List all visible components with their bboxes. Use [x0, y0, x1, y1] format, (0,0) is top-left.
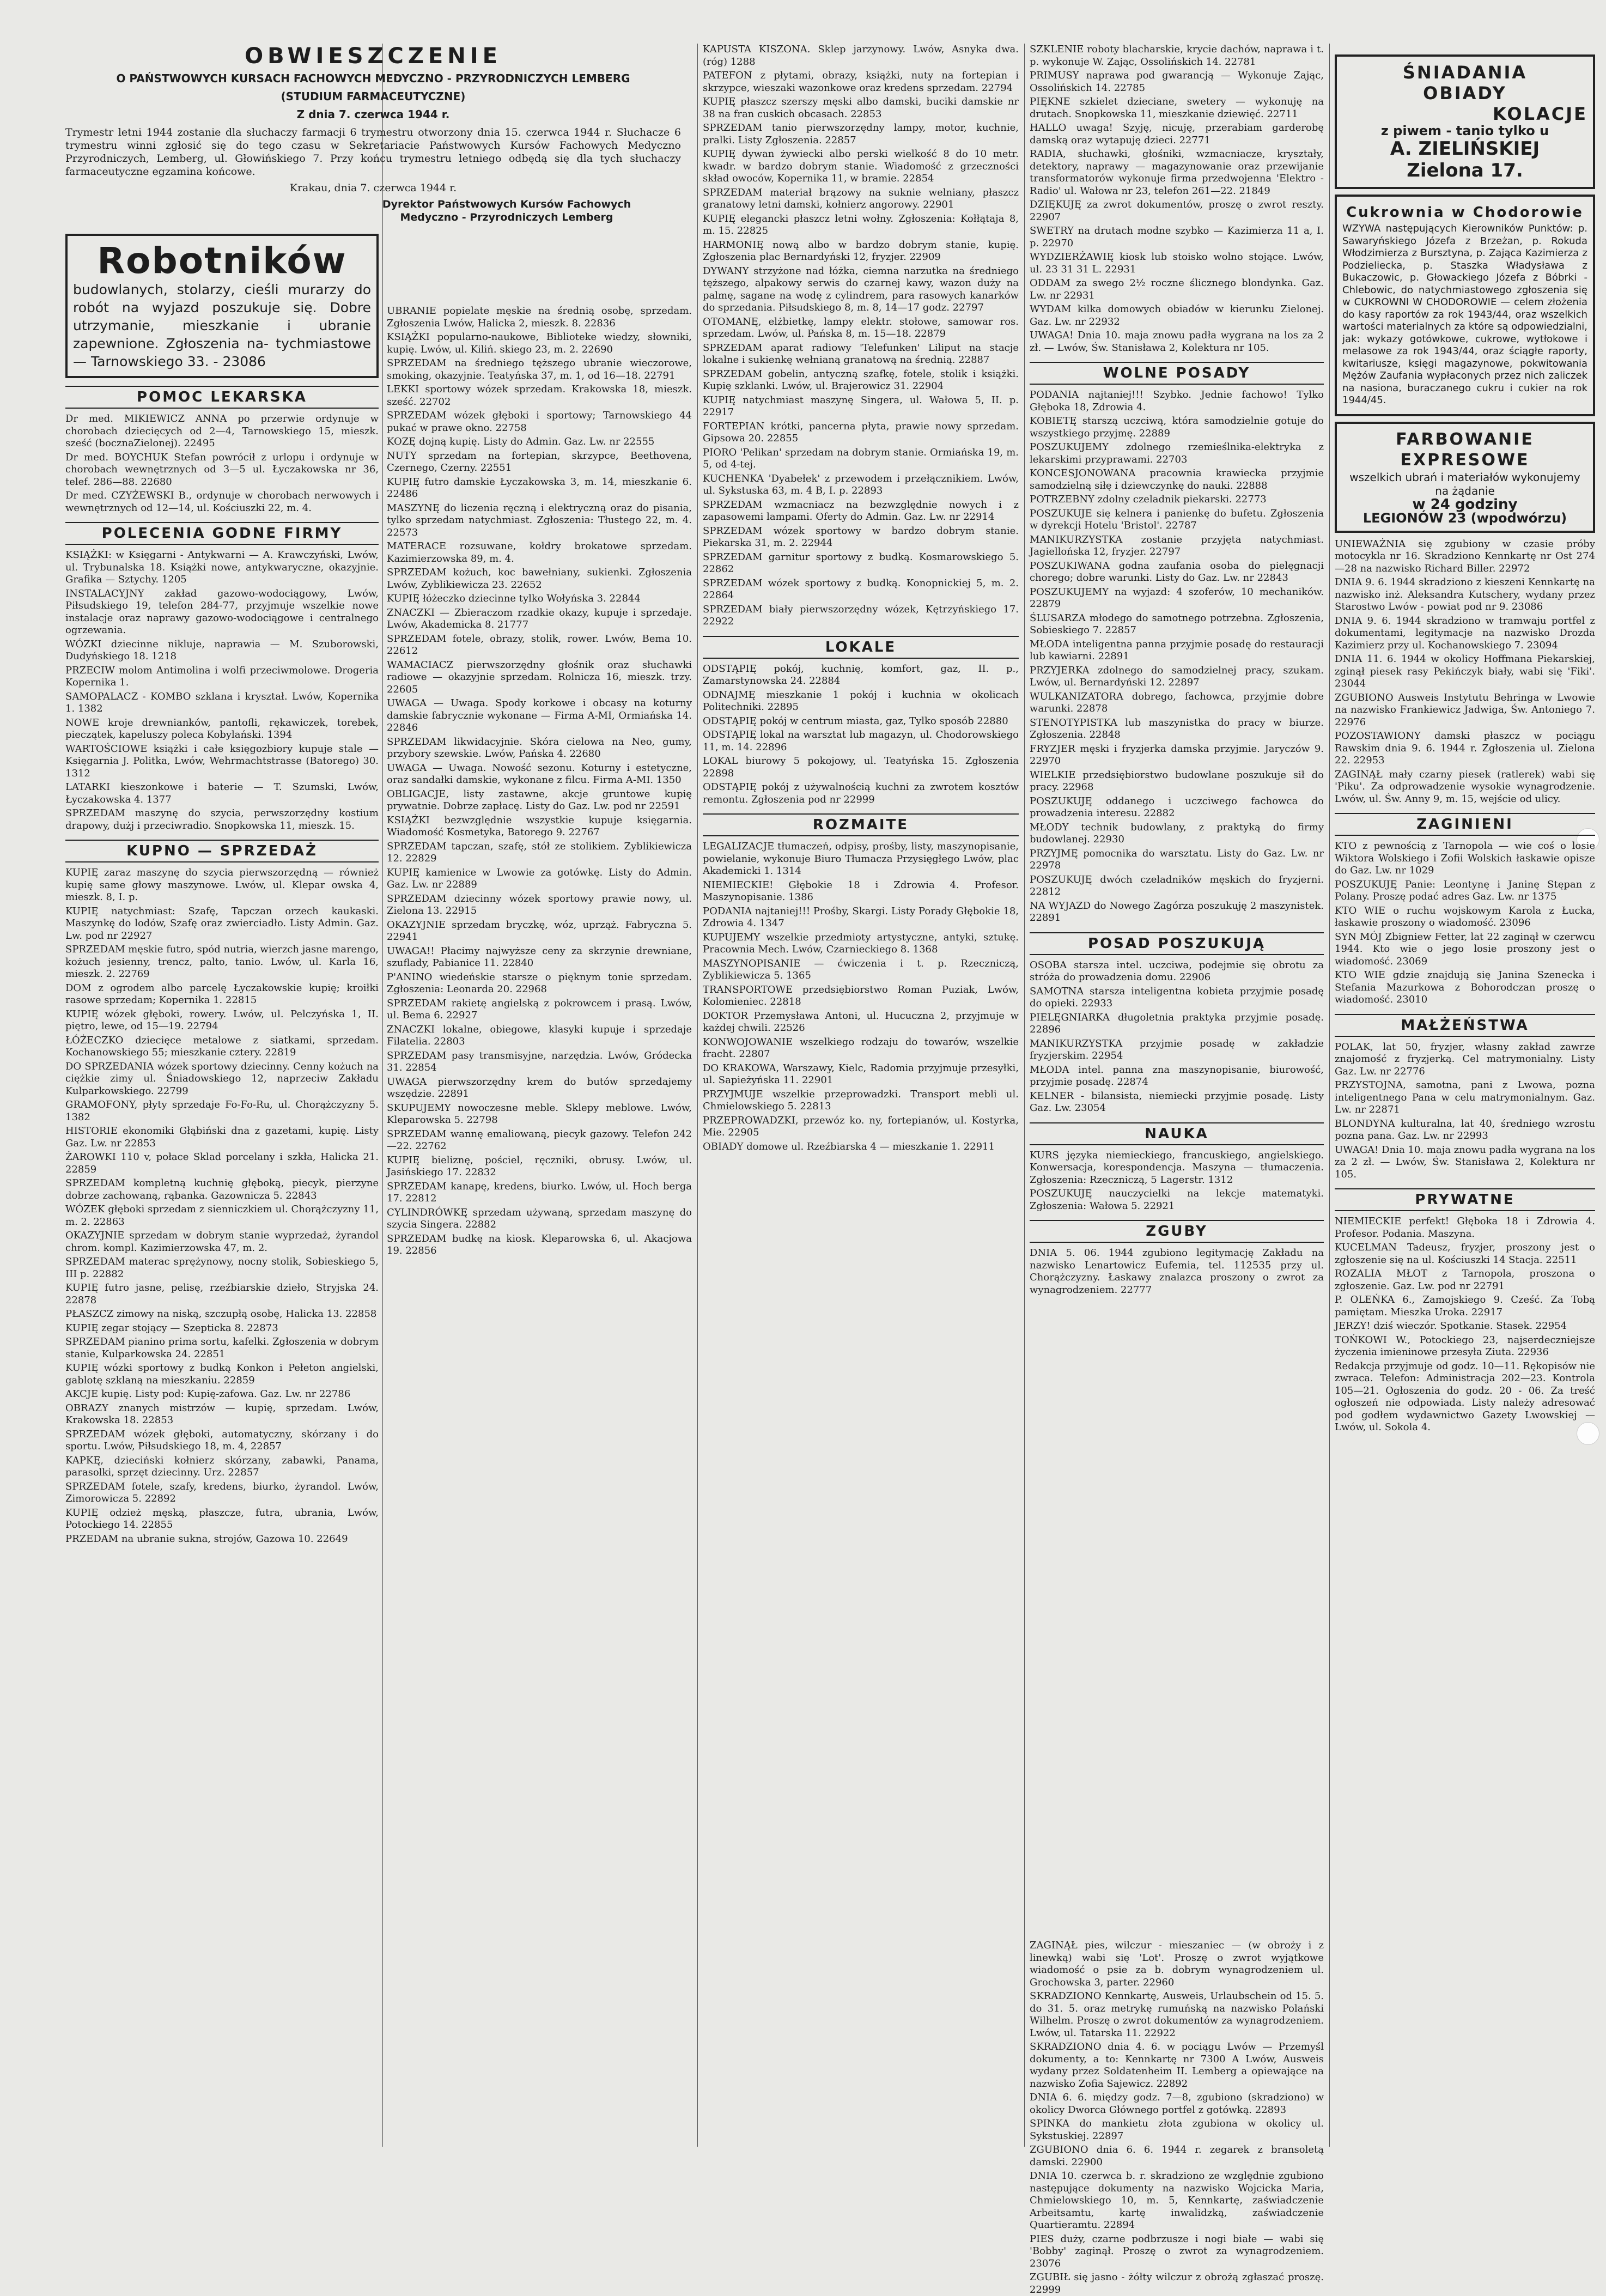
list-item: PIORO 'Pelikan' sprzedam na dobrym stanie. Ormiańska 19, m. 5, od 4-tej. [703, 446, 1019, 470]
list-item: OBRAZY znanych mistrzów — kupię, sprzedam. Lwów, Krakowska 18. 22853 [65, 1402, 379, 1426]
list-item: HALLO uwaga! Szyję, nicuję, przerabiam garderobę damską oraz wytapuję dzieci. 22771 [1030, 122, 1324, 146]
list-item: PRIMUSY naprawa pod gwarancją — Wykonuje Zając, Ossolińskich 14. 22785 [1030, 70, 1324, 94]
list-item: POSZUKUJĘ nauczycielki na lekcje matematyki. Zgłoszenia: Wałowa 5. 22921 [1030, 1188, 1324, 1212]
list-item: SPRZEDAM rakietę angielską z pokrowcem i prasą. Lwów, ul. Bema 6. 22927 [387, 997, 692, 1021]
list-item: UWAGA! Dnia 10. maja znowu padła wygrana na los za 2 zł. — Lwów, Św. Stanisława 2, Kolektura nr 105. [1030, 330, 1324, 354]
list-item: P. OLEŃKA 6., Zamojskiego 9. Cześć. Za Tobą pamiętam. Mieszka Uroka. 22917 [1335, 1294, 1595, 1318]
list-item: KTO WIE o ruchu wojskowym Karola z Łucka, łaskawie proszony o wiadomość. 23096 [1335, 904, 1595, 928]
list-item: SYN MÓJ Zbigniew Fetter, lat 22 zaginął w czerwcu 1944. Kto wie o jego losie proszony jest o wiadomość. 23069 [1335, 931, 1595, 967]
list-item: ZGUBIONO dnia 6. 6. 1944 r. zegarek z bransoletą damski. 22900 [1030, 2144, 1324, 2168]
list-item: SPRZEDAM wózek sportowy w bardzo dobrym stanie. Piekarska 31, m. 2. 22944 [703, 525, 1019, 549]
list-item: MATERACE rozsuwane, kołdry brokatowe sprzedam. Kazimierzowska 89, m. 4. [387, 540, 692, 564]
list-item: WÓZKI dziecinne nikluje, naprawia — M. Szuborowski, Dudyńskiego 18. 1218 [65, 638, 379, 662]
section-rozmaite: ROZMAITE [703, 813, 1019, 836]
sniadania-line5: A. ZIELIŃSKIEJ [1390, 138, 1540, 160]
list-item: Redakcja przyjmuje od godz. 10—11. Rękopisów nie zwraca. Telefon: Administracja 202—23. Kontrola 105—21. Ogłoszenia do godz. 20 - 06. Za treść ogłoszeń nie odpowiada. Listy należy adresować pod godłem wydawnictwo Gazety Lwowskiej — Lwów, ul. Sokola 4. [1335, 1360, 1595, 1433]
sniadania-ad [1335, 54, 1595, 189]
list-item: ODSTĄPIĘ pokój w centrum miasta, gaz, Tylko sposób 22880 [703, 715, 1008, 727]
list-item: PODANIA najtaniej!!! Szybko. Jednie fachowo! Tylko Głęboka 18, Zdrowia 4. [1030, 389, 1324, 413]
list-item: PIĘKNE szkielet dzieciane, swetery — wykonuję na drutach. Snopkowska 11, mieszkanie dziewięć. 22711 [1030, 96, 1324, 120]
list-item: SPRZEDAM likwidacyjnie. Skóra cielowa na Neo, gumy, przybory szewskie. Lwów, Pańska 4. 22680 [387, 736, 692, 760]
column-rule [382, 44, 383, 2147]
section-zguby: ZGUBY [1030, 1220, 1324, 1243]
list-item: PODANIA najtaniej!!! Prośby, Skargi. Listy Porady Głębokie 18, Zdrowia 4. 1347 [703, 905, 1019, 929]
list-item: OBLIGACJE, listy zastawne, akcje gruntowe kupię prywatnie. Dobrze zapłacę. Listy do Gaz. Lw. pod nr 22591 [387, 788, 692, 812]
list-item: KUPIĘ zegar stojący — Szepticka 8. 22873 [65, 1322, 278, 1334]
list-item: SPRZEDAM fotele, obrazy, stolik, rower. Lwów, Bema 10. 22612 [387, 633, 692, 657]
list-item: PRZEPROWADZKI, przewóz ko. ny, fortepianów, ul. Kostyrka, Mie. 22905 [703, 1114, 1019, 1138]
list-item: SAMOTNA starsza inteligentna kobieta przyjmie posadę do opieki. 22933 [1030, 985, 1324, 1009]
list-item: POTRZEBNY zdolny czeladnik piekarski. 22773 [1030, 494, 1267, 505]
list-item: NUTY sprzedam na fortepian, skrzypce, Beethovena, Czernego, Czerny. 22551 [387, 450, 692, 473]
column-rule [1329, 44, 1330, 2147]
list-item: POSZUKUJEMY na wyjazd: 4 szoferów, 10 mechaników. 22879 [1030, 586, 1324, 610]
notice-place-date: Krakau, dnia 7. czerwca 1944 r. [289, 182, 457, 194]
list-item: ŻAROWKI 110 v, połace Sklad porcelany i szkła, Halicka 21. 22859 [65, 1151, 379, 1175]
list-item: PRZYJMUJE wszelkie przeprowadzki. Transport mebli ul. Chmielowskiego 5. 22813 [703, 1088, 1019, 1112]
notice-body: Trymestr letni 1944 zostanie dla słuchaczy farmacji 6 trymestru otworzony dnia 15. czerwca 1944 r. Słuchacze 6 trymestru winni zgłosić się do tego czasu w Sekretariacie Państwowych Kursów Fachowych Medyczno Przyrodniczych, Lemberg, ul. Głowińskiego 7. Przy końcu trymestru letniego odbędą się dla tych słuchaczy farmaceutyczne egzamina końcowe. [65, 126, 681, 178]
farbowanie-address: LEGIONÓW 23 (wpodwórzu) [1362, 510, 1567, 526]
list-item: KUPIĘ odzież męską, płaszcze, futra, ubrania, Lwów, Potockiego 14. 22855 [65, 1507, 379, 1530]
list-item: ŁÓŻECZKO dziecięce metalowe z siatkami, sprzedam. Kochanowskiego 55; mieszkanie cztery. 22819 [65, 1034, 379, 1058]
list-item: ZAGINĄŁ mały czarny piesek (ratlerek) wabi się 'Piku'. Za odprowadzenie wysokie wynagrodzenie. Lwów, ul. Św. Anny 9, m. 15, wejście od ulicy. [1335, 768, 1595, 805]
robotnikow-text: budowlanych, stolarzy, cieśli murarzy do robót na wyjazd poszukuje się. Dobre utrzymanie, mieszkanie i ubranie zapewnione. Zgłoszenia na- tychmiastowe — Tarnowskiego 33. - 23086 [73, 282, 371, 369]
list-item: KUPIĘ wózek głęboki, rowery. Lwów, ul. Pelczyńska 1, II. piętro, lewe, od 15—19. 22794 [65, 1008, 379, 1032]
list-item: PŁASZCZ zimowy na niską, szczupłą osobę, Halicka 13. 22858 [65, 1308, 377, 1320]
list-item: UWAGA — Uwaga. Nowość sezonu. Koturny i estetyczne, oraz sandałki damskie, wykonane z filcu. Firma A-MI. 1350 [387, 762, 692, 786]
list-item: ODDAM za swego 2½ roczne ślicznego blondynka. Gaz. Lw. nr 22931 [1030, 277, 1324, 301]
list-item: ODSTĄPIĘ pokój z używalnością kuchni za zwrotem kosztów remontu. Zgłoszenia pod nr 22999 [703, 781, 1019, 805]
list-item: P'ANINO wiedeńskie starsze o pięknym tonie sprzedam. Zgłoszenia: Leonarda 20. 22968 [387, 971, 692, 995]
list-item: POSZUKUJĘ oddanego i uczciwego fachowca do prowadzenia interesu. 22882 [1030, 795, 1324, 819]
list-item: ŚLUSARZA młodego do samotnego potrzebna. Zgłoszenia, Sobieskiego 7. 22857 [1030, 612, 1324, 636]
list-item: LEGALIZACJE tłumaczeń, odpisy, prośby, listy, maszynopisanie, powielanie, wykonuje Biuro Tłumacza Przysięgłego Lwów, plac Akademicki 1. 1314 [703, 841, 1019, 877]
list-item: WAMACIACZ pierwszorzędny głośnik oraz słuchawki radiowe — okazyjnie sprzedam. Rolnicza 16, mieszk. trzy. 22605 [387, 659, 692, 695]
list-item: ODSTĄPIĘ lokal na warsztat lub magazyn, ul. Chodorowskiego 11, m. 14. 22896 [703, 729, 1019, 753]
lost-found-block [1030, 1940, 1324, 2295]
list-item: SPINKA do mankietu złota zgubiona w okolicy ul. Sykstuskiej. 22897 [1030, 2118, 1324, 2142]
list-item: ODNAJMĘ mieszkanie 1 pokój i kuchnia w okolicach Politechniki. 22895 [703, 689, 1019, 713]
pomoc-list [65, 413, 379, 514]
list-item: OKAZYJNIE sprzedam w dobrym stanie wyprzedaż, żyrandol chrom. kompl. Kazimierzowska 47, m. 2. [65, 1230, 379, 1254]
list-item: Dr med. MIKIEWICZ ANNA po przerwie ordynuje w chorobach dziecięcych od 2—4, Tarnowskiego 15, mieszk. sześć (bocznaZielonej). 22495 [65, 413, 379, 449]
list-item: DOKTOR Przemysława Antoni, ul. Hucuczna 2, przyjmuje w każdej chwili. 22526 [703, 1010, 1019, 1034]
list-item: UWAGA!! Płacimy najwyższe ceny za skrzynie drewniane, szuflady, Pabianice 11. 22840 [387, 945, 692, 969]
list-item: KTO z pewnością z Tarnopola — wie coś o losie Wiktora Wolskiego i Zofii Wolskich łaskawie opisze do Gaz. Lw. nr 1029 [1335, 840, 1595, 876]
column-rule [697, 44, 698, 2147]
list-item: JERZY! dziś wieczór. Spotkanie. Stasek. 22954 [1335, 1320, 1567, 1332]
list-item: KTO WIE gdzie znajdują się Janina Szenecka i Stefania Mazurkowa z Bohorodczan proszę o wiadomość. 23010 [1335, 969, 1595, 1005]
list-item: SWETRY na drutach modne szybko — Kazimierza 11 a, I. p. 22970 [1030, 225, 1324, 249]
list-item: PRZYJERKA zdolnego do samodzielnej pracy, szukam. Lwów, ul. Bernardyński 12. 22897 [1030, 664, 1324, 688]
list-item: WYDAM kilka domowych obiadów w kierunku Zielonej. Gaz. Lw. nr 22932 [1030, 303, 1324, 327]
list-item: SPRZEDAM wannę emaliowaną, piecyk gazowy. Telefon 242—22. 22762 [387, 1128, 692, 1152]
list-item: PRZYJMĘ pomocnika do warsztatu. Listy do Gaz. Lw. nr 22978 [1030, 847, 1324, 871]
list-item: KELNER - bilansista, niemiecki przyjmie posadę. Listy Gaz. Lw. 23054 [1030, 1090, 1324, 1114]
polecenia-list [65, 549, 379, 832]
list-item: KUPIĘ kamienice w Lwowie za gotówkę. Listy do Admin. Gaz. Lw. nr 22889 [387, 866, 692, 890]
section-posad-poszukuja: POSAD POSZUKUJĄ [1030, 932, 1324, 955]
list-item: SZKLENIE roboty blacharskie, krycie dachów, naprawa i t. p. wykonuje W. Zając, Ossolińskich 14. 22781 [1030, 44, 1324, 68]
list-item: FRYZJER męski i fryzjerka damska przyjmie. Jaryczów 9. 22970 [1030, 743, 1324, 767]
list-item: POSZUKUJĘ Panie: Leontynę i Janinę Stępan z Polany. Proszę podać adres Gaz. Lw. nr 1375 [1335, 878, 1595, 902]
list-item: KAPKĘ, dzieciński kołnierz skórzany, zabawki, Panama, parasolki, sprzęt dziecinny. Urz. 22857 [65, 1454, 379, 1478]
list-item: KUCHENKA 'Dyabełek' z przewodem i przełącznikiem. Lwów, ul. Sykstuska 63, m. 4 B, I. p. 22893 [703, 472, 1019, 496]
list-item: KUPIĘ elegancki płaszcz letni wołny. Zgłoszenia: Kołłątaja 8, m. 15. 22825 [703, 212, 1019, 236]
section-nauka: NAUKA [1030, 1122, 1324, 1145]
cukrownia-ad [1335, 195, 1595, 416]
list-item: UNIEWAŻNIA się zgubiony w czasie próby motocykla nr 16. Skradziono Kennkartę nr Ost 274—28 na nazwisko Richard Biller. 22972 [1335, 538, 1595, 574]
sniadania-line1: ŚNIADANIA [1402, 62, 1528, 83]
section-polecenia: POLECENIA GODNE FIRMY [65, 522, 379, 545]
list-item: WÓZEK głęboki sprzedam z sienniczkiem ul. Chorążczyzny 11, m. 2. 22863 [65, 1204, 379, 1228]
section-malzenstwa: MAŁŻEŃSTWA [1335, 1014, 1595, 1037]
notice-subtitle: O PAŃSTWOWYCH KURSACH FACHOWYCH MEDYCZNO - PRZYRODNICZYCH LEMBERG [116, 72, 630, 85]
list-item: KONCESJONOWANA pracownia krawiecka przyjmie samodzielną siłę i dziewczynkę do nauki. 22888 [1030, 467, 1324, 491]
cukrownia-title: Cukrownia w Chodorowie [1346, 204, 1584, 221]
list-item: KSIĄŻKI: w Księgarni - Antykwarni — A. Krawczyński, Lwów, ul. Trybunalska 18. Książki nowe, antykwaryczne, okazyjnie. Grafika — Sztychy. 1205 [65, 549, 379, 585]
list-item: ZGUBIONO Ausweis Instytutu Behringa w Lwowie na nazwisko Frankiewicz Jadwiga, Św. Antoniego 7. 22976 [1335, 691, 1595, 728]
notice-title: OBWIESZCZENIE [245, 44, 502, 69]
column-2 [387, 305, 692, 2147]
list-item: POSZUKIWANA godna zaufania osoba do pielęgnacji chorego; dobre warunki. Listy do Gaz. Lw. nr 22843 [1030, 560, 1324, 584]
list-item: WULKANIZATORA dobrego, fachowca, przyjmie dobre warunki. 22878 [1030, 690, 1324, 714]
section-pomoc-lekarska: POMOC LEKARSKA [65, 386, 379, 409]
list-item: KUCELMAN Tadeusz, fryzjer, proszony jest o zgłoszenie się na ul. Kościuszki 14 Stacja. 22511 [1335, 1242, 1595, 1266]
list-item: POSZUKUJĘ dwóch czeladników męskich do fryzjerni. 22812 [1030, 873, 1324, 897]
list-item: STENOTYPISTKA lub maszynistka do pracy w biurze. Zgłoszenia. 22848 [1030, 716, 1324, 740]
column-rule [1024, 44, 1025, 2147]
list-item: SPRZEDAM wzmacniacz na bezwzględnie nowych i z zapasowemi lampami. Oferty do Admin. Gaz. Lw. nr 22914 [703, 499, 1019, 523]
list-item: NA WYJAZD do Nowego Zagórza poszukuję 2 maszynistek. 22891 [1030, 900, 1324, 924]
list-item: GRAMOFONY, płyty sprzedaje Fo-Fo-Ru, ul. Chorążczyzny 5. 1382 [65, 1099, 379, 1123]
section-kupno-sprzedaz: KUPNO — SPRZEDAŻ [65, 840, 379, 862]
list-item: UWAGA pierwszorzędny krem do butów sprzedajemy wszędzie. 22891 [387, 1076, 692, 1100]
list-item: Dr med. CZYŻEWSKI B., ordynuje w chorobach nerwowych i wewnętrznych od 12—14, ul. Kościuszki 22, m. 4. [65, 490, 379, 514]
list-item: SPRZEDAM budkę na kiosk. Kleparowska 6, ul. Akacjowa 19. 22856 [387, 1232, 692, 1256]
list-item: SPRZEDAM na średniego tęższego ubranie wieczorowe, smoking, okazyjnie. Teatyńska 37, m. 1, od 16—18. 22791 [387, 357, 692, 381]
sniadania-line6: Zielona 17. [1407, 160, 1523, 181]
list-item: NIEMIECKIE perfekt! Głęboka 18 i Zdrowia 4. Profesor. Podania. Maszyna. [1335, 1216, 1595, 1240]
column-4 [1030, 44, 1324, 2147]
list-item: SPRZEDAM garnitur sportowy z budką. Kosmarowskiego 5. 22862 [703, 551, 1019, 575]
list-item: SPRZEDAM materac sprężynowy, nocny stolik, Sobieskiego 5, III p. 22882 [65, 1256, 379, 1280]
list-item: PRZEDAM na ubranie sukna, strojów, Gazowa 10. 22649 [65, 1533, 348, 1545]
list-item: MŁODY technik budowlany, z praktyką do firmy budowlanej. 22930 [1030, 821, 1324, 845]
list-item: DNIA 10. czerwca b. r. skradziono ze względnie zgubiono następujące dokumenty na nazwisko Wojcicka Maria, Chmielowskiego 10, m. 5, Kennkartę, zaświadczenie Arbeitsamtu, kartę inwalidzką, zaświadczenie Quartieramtu. 22894 [1030, 2170, 1324, 2231]
notice-signature: Dyrektor Państwowych Kursów Fachowych Medyczno - Przyrodniczych Lemberg [382, 198, 631, 223]
section-prywatne: PRYWATNE [1335, 1188, 1595, 1211]
farbowanie-ad [1335, 422, 1595, 533]
list-item: SAMOPALACZ - KOMBO szklana i kryształ. Lwów, Kopernika 1. 1382 [65, 690, 379, 714]
list-item: MANIKURZYSTKA zostanie przyjęta natychmiast. Jagiellońska 12, fryzjer. 22797 [1030, 533, 1324, 557]
list-item: UWAGA — Uwaga. Spody korkowe i obcasy na koturny damskie fabrycznie wykonane — Firma A-MI, Ormiańska 14. 22846 [387, 697, 692, 733]
list-item: DZIĘKUJĘ za zwrot dokumentów, proszę o zwrot reszty. 22907 [1030, 199, 1324, 223]
notice-date: Z dnia 7. czerwca 1944 r. [296, 108, 450, 121]
list-item: PIES duży, czarne podbrzusze i nogi białe — wabi się 'Bobby' zaginął. Proszę o zwrot za wynagrodzeniem. 23076 [1030, 2233, 1324, 2269]
cukrownia-text: WZYWA następujących Kierowników Punktów: p. Sawaryńskiego Józefa z Brzeżan, p. Rokuda Włodzimierza z Bursztyna, p. Zająca Kazimierza z Podzieliecka, p. Staszka Władysława z Bukaczowic, p. Głowackiego Józefa z Bóbrki - Chlebowic, do natychmiastowego zgłoszenia się w CUKROWNI W CHODOROWIE — celem złożenia do kasy raportów za rok 1943/44, oraz wszelkich wartości materialnych za które są odpowiedzialni, jak: wykazy gotówkowe, cukrowe, wytłokowe i melasowe za rok 1943/44, oraz ściągłe raporty, kwitariusze, księgi magazynowe, pokwitowania Mężów Zaufania wypłaconych przez nich zaliczek na nasiona, buraczanego cukru i cukier na rok 1944/45. [1342, 223, 1587, 406]
list-item: UBRANIE popielate męskie na średnią osobę, sprzedam. Zgłoszenia Lwów, Halicka 2, mieszk. 8. 22836 [387, 305, 692, 329]
sniadania-line3: KOLACJE [1493, 104, 1587, 124]
robotnikow-headline: Robotników [97, 240, 347, 282]
list-item: TRANSPORTOWE przedsiębiorstwo Roman Puziak, Lwów, Kolomieniec. 22818 [703, 983, 1019, 1007]
list-item: SPRZEDAM pasy transmisyjne, narzędzia. Lwów, Gródecka 31. 22854 [387, 1049, 692, 1073]
list-item: SPRZEDAM pianino prima sortu, kafelki. Zgłoszenia w dobrym stanie, Kulparkowska 24. 22851 [65, 1336, 379, 1360]
list-item: DNIA 11. 6. 1944 w okolicy Hoffmana Piekarskiej, zginął piesek rasy Pekińczyk biały, wabi się 'Fiki'. 23044 [1335, 653, 1595, 689]
list-item: ROZALIA MŁOT z Tarnopola, proszona o zgłoszenie. Gaz. Lw. pod nr 22791 [1335, 1268, 1595, 1292]
section-wolne-posady: WOLNE POSADY [1030, 362, 1324, 385]
list-item: SPRZEDAM materiał brązowy na suknie welniany, płaszcz granatowy letni damski, kołnierz angorowy. 22901 [703, 186, 1019, 210]
list-item: SPRZEDAM fotele, szafy, kredens, biurko, żyrandol. Lwów, Zimorowicza 5. 22892 [65, 1480, 379, 1504]
list-item: KUPIĘ bieliznę, pościel, ręczniki, obrusy. Lwów, ul. Jasińskiego 17. 22832 [387, 1154, 692, 1178]
list-item: SPRZEDAM kompletną kuchnię głęboką, piecyk, pierzyne dobrze zachowaną, rąbanka. Gazownicza 5. 22843 [65, 1177, 379, 1201]
list-item: KUPIĘ zaraz maszynę do szycia pierwszorzędną — również kupię same głowy maszynowe. Lwów, ul. Klepar owska 4, mieszk. 8, I. p. [65, 867, 379, 903]
list-item: SPRZEDAM kanapę, kredens, biurko. Lwów, ul. Hoch berga 17. 22812 [387, 1180, 692, 1204]
list-item: SPRZEDAM biały pierwszorzędny wózek, Kętrzyńskiego 17. 22922 [703, 603, 1019, 627]
list-item: KUPIĘ natychmiast maszynę Singera, ul. Wałowa 5, II. p. 22917 [703, 394, 1019, 418]
list-item: KUPIĘ futro damskie Łyczakowska 3, m. 14, mieszkanie 6. 22486 [387, 476, 692, 500]
list-item: KUPIĘ wózki sportowy z budką Konkon i Pełeton angielski, gablotę szklaną na mieszkaniu. 22859 [65, 1362, 379, 1386]
list-item: AKCJE kupię. Listy pod: Kupię-zafowa. Gaz. Lw. nr 22786 [65, 1388, 351, 1400]
list-item: SKRADZIONO dnia 4. 6. w pociągu Lwów — Przemyśl dokumenty, a to: Kennkartę nr 7300 A Lwów, Ausweis wydany przez Soldatenheim II. Lemberg a opiewające na nazwisko Zofia Sajewicz. 22892 [1030, 2041, 1324, 2090]
list-item: SPRZEDAM dziecinny wózek sportowy prawie nowy, ul. Zielona 13. 22915 [387, 892, 692, 916]
list-item: FORTEPIAN krótki, pancerna płyta, prawie nowy sprzedam. Gipsowa 20. 22855 [703, 420, 1019, 444]
list-item: LOKAL biurowy 5 pokojowy, ul. Teatyńska 15. Zgłoszenia 22898 [703, 755, 1019, 779]
list-item: SKRADZIONO Kennkartę, Ausweis, Urlaubschein od 15. 5. do 31. 5. oraz metrykę rumuńską na nazwisko Polański Wilhelm. Proszę o zwrot dokumentów za wynagrodzeniem. Lwów, ul. Tatarska 11. 22922 [1030, 1990, 1324, 2039]
list-item: SPRZEDAM wózek sportowy z budką. Konopnickiej 5, m. 2. 22864 [703, 577, 1019, 601]
list-item: PATEFON z płytami, obrazy, książki, nuty na fortepian i skrzypce, wieszaki wazonkowe oraz kredens sprzedam. 22794 [703, 70, 1019, 94]
list-item: PRZECIW molom Antimolina i wolfi przeciwmolowe. Drogeria Kopernika 1. [65, 664, 379, 688]
list-item: PRZYSTOJNA, samotna, pani z Lwowa, pozna inteligentnego Pana w celu matrymonialnym. Gaz. Lw. nr 22871 [1335, 1079, 1595, 1115]
list-item: DOM z ogrodem albo parcelę Łyczakowskie kupię; kroiłki rasowe sprzedam; Kopernika 1. 22815 [65, 982, 379, 1006]
list-item: KUPIĘ płaszcz szerszy męski albo damski, buciki damskie nr 38 na fran cuskich obcasach. 22853 [703, 96, 1019, 120]
list-item: SKUPUJEMY nowoczesne meble. Sklepy meblowe. Lwów, Kleparowska 5. 22798 [387, 1102, 692, 1126]
list-item: POZOSTAWIONY damski płaszcz w pociągu Rawskim dnia 9. 6. 1944 r. Zgłoszenia ul. Zielona 22. 22953 [1335, 730, 1595, 766]
list-item: DNIA 9. 6. 1944 skradziono w tramwaju portfel z dokumentami, legitymacje na nazwisko Drozda Kazimierz przy ul. Kochanowskiego 7. 23094 [1335, 615, 1595, 651]
farbowanie-strong: w 24 godziny [1412, 496, 1518, 513]
list-item: DO SPRZEDANIA wózek sportowy dziecinny. Cenny kożuch na ciężkie zimy ul. Śniadowskiego 12, naprzeciw Zakładu Kulparkowskiego. 22799 [65, 1060, 379, 1097]
kupno-list [65, 867, 379, 1545]
list-item: ZAGINĄŁ pies, wilczur - mieszaniec — (w obroży i z linewką) wabi się 'Lot'. Proszę o zwrot wyjątkowe wiadomość o psie za b. dobrym wynagrodzeniem ul. Grochowska 3, parter. 22960 [1030, 1940, 1324, 1988]
list-item: KUPIĘ natychmiast: Szafę, Tapczan orzech kaukaski. Maszynkę do lodów, Szafę oraz zwierciadło. Listy Admin. Gaz. Lw. pod nr 22927 [65, 905, 379, 942]
sniadania-line4: z piwem - tanio tylko u [1380, 123, 1549, 138]
list-item: SPRZEDAM kożuch, koc bawełniany, sukienki. Zgłoszenia Lwów, Zyblikiewicza 23. 22652 [387, 567, 692, 591]
list-item: HISTORIE ekonomiki Głąbiński dna z gazetami, kupię. Listy Gaz. Lw. nr 22853 [65, 1125, 379, 1149]
list-item: SPRZEDAM gobelin, antyczną szafkę, fotele, stolik i książki. Kupię szklanki. Lwów, ul. Brajerowicz 31. 22904 [703, 368, 1019, 392]
column-5 [1335, 44, 1595, 2147]
list-item: CYLINDRÓWKĘ sprzedam używaną, sprzedam maszynę do szycia Singera. 22882 [387, 1206, 692, 1230]
list-item: LATARKI kieszonkowe i baterie — T. Szumski, Lwów, Łyczakowska 4. 1377 [65, 781, 379, 805]
list-item: UWAGA! Dnia 10. maja znowu padła wygrana na los za 2 zł. — Lwów, Św. Stanisława 2, Kolektura nr 105. [1335, 1144, 1595, 1180]
list-item: POSZUKUJEMY zdolnego rzemieślnika-elektryka z lekarskimi przyprawami. 22703 [1030, 441, 1324, 465]
list-item: ZNACZKI — Zbieraczom rzadkie okazy, kupuje i sprzedaje. Lwów, Akademicka 8. 21777 [387, 606, 692, 630]
list-item: SPRZEDAM tapczan, szafę, stół ze stolikiem. Zyblikiewicza 12. 22829 [387, 840, 692, 864]
list-item: OTOMANĘ, elżbietkę, lampy elektr. stołowe, samowar ros. sprzedam. Lwów, ul. Pańska 8, m. 15—18. 22879 [703, 315, 1019, 339]
robotnikow-ad [65, 234, 379, 378]
list-item: KOZĘ dojną kupię. Listy do Admin. Gaz. Lw. nr 22555 [387, 436, 655, 447]
list-item: SPRZEDAM maszynę do szycia, perwszorzędny kostium drapowy, dużj i przeciwradio. Snopkowska 11, mieszk. 15. [65, 807, 379, 831]
list-item: KUPIĘ dywan żywiecki albo perski wielkość 8 do 10 metr. kwadr. w bardzo dobrym stanie. Wiadomość z grzeczności skład owoców, Kopernika 11, w bramie. 22854 [703, 148, 1019, 184]
list-item: SPRZEDAM męskie futro, spód nutria, wierzch jasne marengo, kożuch jesienny, trencz, palto, tanio. Lwów, ul. Karla 16, mieszk. 2. 22769 [65, 944, 379, 980]
list-item: KSIĄŻKI bezwzględnie wszystkie kupuje księgarnia. Wiadomość Kosmetyka, Batorego 9. 22767 [387, 814, 692, 838]
list-item: KUPIĘ łóżeczko dziecinne tylko Wołyńska 3. 22844 [387, 593, 641, 604]
list-item: DNIA 9. 6. 1944 skradziono z kieszeni Kennkartę na nazwisko inż. Aleksandra Kutschery, wydany przez Starostwo Lwów - powiat pod nr 9. 23086 [1335, 576, 1595, 612]
list-item: KAPUSTA KISZONA. Sklep jarzynowy. Lwów, Asnyka dwa. (róg) 1288 [703, 44, 1019, 68]
notice-studium: (STUDIUM FARMACEUTYCZNE) [281, 90, 466, 103]
column-3 [703, 44, 1019, 2147]
list-item: MANIKURZYSTKA przyjmie posadę w zakładzie fryzjerskim. 22954 [1030, 1037, 1324, 1061]
list-item: Dr med. BOYCHUK Stefan powrócił z urlopu i ordynuje w chorobach wewnętrznych od 3—5 ul. Łyczakowska nr 36, telef. 286—88. 22680 [65, 451, 379, 488]
list-item: INSTALACYJNY zakład gazowo-wodociągowy, Lwów, Piłsudskiego 19, telefon 284-77, przyjmuje wszelkie nowe instalacje oraz naprawy gazowo-wodociągowe i centralnego ogrzewania. [65, 587, 379, 636]
list-item: TOŃKOWI W., Potockiego 23, najserdeczniejsze życzenia imieninowe przesyła Ziuta. 22936 [1335, 1334, 1595, 1358]
section-zaginieni: ZAGINIENI [1335, 813, 1595, 836]
list-item: SPRZEDAM wózek głęboki i sportowy; Tarnowskiego 44 pukać w prawe okno. 22758 [387, 410, 692, 434]
list-item: BLONDYNA kulturalna, lat 40, średniego wzrostu pozna pana. Gaz. Lw. nr 22993 [1335, 1117, 1595, 1141]
list-item: KONWOJOWANIE wszelkiego rodzaju do towarów, wszelkie fracht. 22807 [703, 1036, 1019, 1060]
list-item: KURS języka niemieckiego, francuskiego, angielskiego. Konwersacja, korespondencja. Maszyna — tłumaczenia. Zgłoszenia: Rzeczniczą, 5 Lagerstr. 1312 [1030, 1149, 1324, 1186]
list-item: KUPUJEMY wszelkie przedmioty artystyczne, antyki, sztukę. Pracownia Mech. Lwów, Czarnieckiego 8. 1368 [703, 931, 1019, 955]
list-item: DYWANY strzyżone nad łóżka, ciemna narzutka na średniego tęższego, alpakowy serwis do czarnej kawy, wazon duży na palmę, sagane na wodę z cylindrem, para rasowych kanarków do sprzedania. Piłsudskiego 8, m. 8, 14—17 godz. 22797 [703, 265, 1019, 313]
farbowanie-title: FARBOWANIE EXPRESOWE [1396, 429, 1534, 470]
list-item: RADIA, słuchawki, głośniki, wzmacniacze, kryształy, detektory, naprawy — magazynowanie oraz przewijanie transformatorów wykonuje firma przedwojenna 'Elektro - Radio' ul. Wałowa nr 23, telefon 261—22. 21849 [1030, 148, 1324, 197]
list-item: SPRZEDAM aparat radiowy 'Telefunken' Liliput na stacje lokalne i sukienkę wełnianą granatową na średnią. 22887 [703, 342, 1019, 366]
list-item: NIEMIECKIE! Głębokie 18 i Zdrowia 4. Profesor. Maszynopisanie. 1386 [703, 879, 1019, 903]
list-item: WIELKIE przedsiębiorstwo budowlane poszukuje sił do pracy. 22968 [1030, 769, 1324, 793]
list-item: ODSTĄPIĘ pokój, kuchnię, komfort, gaz, II. p., Zamarstynowska 24. 22884 [703, 663, 1019, 687]
list-item: OKAZYJNIE sprzedam bryczkę, wóz, uprząż. Fabryczna 5. 22941 [387, 919, 692, 943]
list-item: MASZYNOPISANIE — ćwiczenia i t. p. Rzeczniczą, Zyblikiewicza 5. 1365 [703, 957, 1019, 981]
sniadania-line2: OBIADY [1423, 83, 1507, 104]
list-item: LEKKI sportowy wózek sprzedam. Krakowska 18, mieszk. sześć. 22702 [387, 384, 692, 408]
list-item: KSIĄŻKI popularno-naukowe, Biblioteke wiedzy, słowniki, kupię. Lwów, ul. Kiliń. skiego 23, m. 2. 22690 [387, 331, 692, 355]
list-item: WARTOŚCIOWE książki i całe księgozbiory kupuje stale — Księgarnia J. Politka, Lwów, Wehrmachtstrasse (Batorego) 30. 1312 [65, 743, 379, 779]
list-item: SPRZEDAM wózek głęboki, automatyczny, skórzany i do sportu. Lwów, Piłsudskiego 18, m. 4, 22857 [65, 1428, 379, 1452]
list-item: KUPIĘ futro jasne, pelisę, rzeźbiarskie dzieło, Stryjska 24. 22878 [65, 1282, 379, 1306]
section-lokale: LOKALE [703, 636, 1019, 659]
list-item: POLAK, lat 50, fryzjer, własny zakład zawrze znajomość z fryzjerką. Cel matrymonialny. Listy Gaz. Lw. nr 22776 [1335, 1041, 1595, 1077]
list-item: ZNACZKI lokalne, obiegowe, klasyki kupuje i sprzedaje Filatelia. 22803 [387, 1023, 692, 1047]
list-item: MŁODA intel. panna zna maszynopisanie, biurowość, przyjmie posadę. 22874 [1030, 1064, 1324, 1088]
list-item: DNIA 6. 6. między godz. 7—8, zgubiono (skradziono) w okolicy Dworca Głównego portfel z gotówką. 22893 [1030, 2092, 1324, 2116]
list-item: DO KRAKOWA, Warszawy, Kielc, Radomia przyjmuje przesyłki, ul. Sapieżyńska 11. 22901 [703, 1062, 1019, 1086]
list-item: KOBIETĘ starszą uczciwą, która samodzielnie gotuje do wszystkiego przyjmę. 22889 [1030, 415, 1324, 439]
list-item: OSOBA starsza intel. uczciwa, podejmie się obrotu za stróża do prowadzenia domu. 22906 [1030, 959, 1324, 983]
list-item: ZGUBIŁ się jasno - żółty wilczur z obrożą zgłaszać proszę. 22999 [1030, 2271, 1324, 2295]
list-item: POSZUKUJE się kelnera i panienkę do bufetu. Zgłoszenia w dyrekcji Hotelu 'Bristol'. 22787 [1030, 507, 1324, 531]
list-item: PIELĘGNIARKA długoletnia praktyka przyjmie posadę. 22896 [1030, 1011, 1324, 1035]
list-item: DNIA 5. 06. 1944 zgubiono legitymację Zakładu na nazwisko Lenartowicz Eufemia, tel. 112535 przy ul. Chorążczyzny. Łaskawy znalazca proszony o zwrot za wynagrodzeniem. 22777 [1030, 1247, 1324, 1296]
farbowanie-text: wszelkich ubrań i materiałów wykonujemy na żądanie [1349, 470, 1580, 497]
list-item: NOWE kroje drewnianków, pantofli, rękawiczek, torebek, pieczątek, kapeluszy poleca Kobylański. 1394 [65, 716, 379, 740]
list-item: SPRZEDAM tanio pierwszorzędny lampy, motor, kuchnie, pralki. Listy Zgłoszenia. 22857 [703, 122, 1019, 146]
list-item: HARMONIĘ nową albo w bardzo dobrym stanie, kupię. Zgłoszenia plac Bernardyński 12, fryzjer. 22909 [703, 239, 1019, 263]
official-notice [65, 44, 681, 224]
list-item: MASZYNĘ do liczenia ręczną i elektryczną oraz do pisania, tylko sprzedam natychmiast. Zgłoszenia: Tłustego 22, m. 4. 22573 [387, 502, 692, 538]
list-item: WYDZIERŻAWIĘ kiosk lub stoisko wolno stojące. Lwów, ul. 23 31 31 L. 22931 [1030, 251, 1324, 275]
list-item: MŁODA inteligentna panna przyjmie posadę do restauracji lub kawiarni. 22891 [1030, 638, 1324, 662]
list-item: OBIADY domowe ul. Rzeźbiarska 4 — mieszkanie 1. 22911 [703, 1140, 995, 1152]
